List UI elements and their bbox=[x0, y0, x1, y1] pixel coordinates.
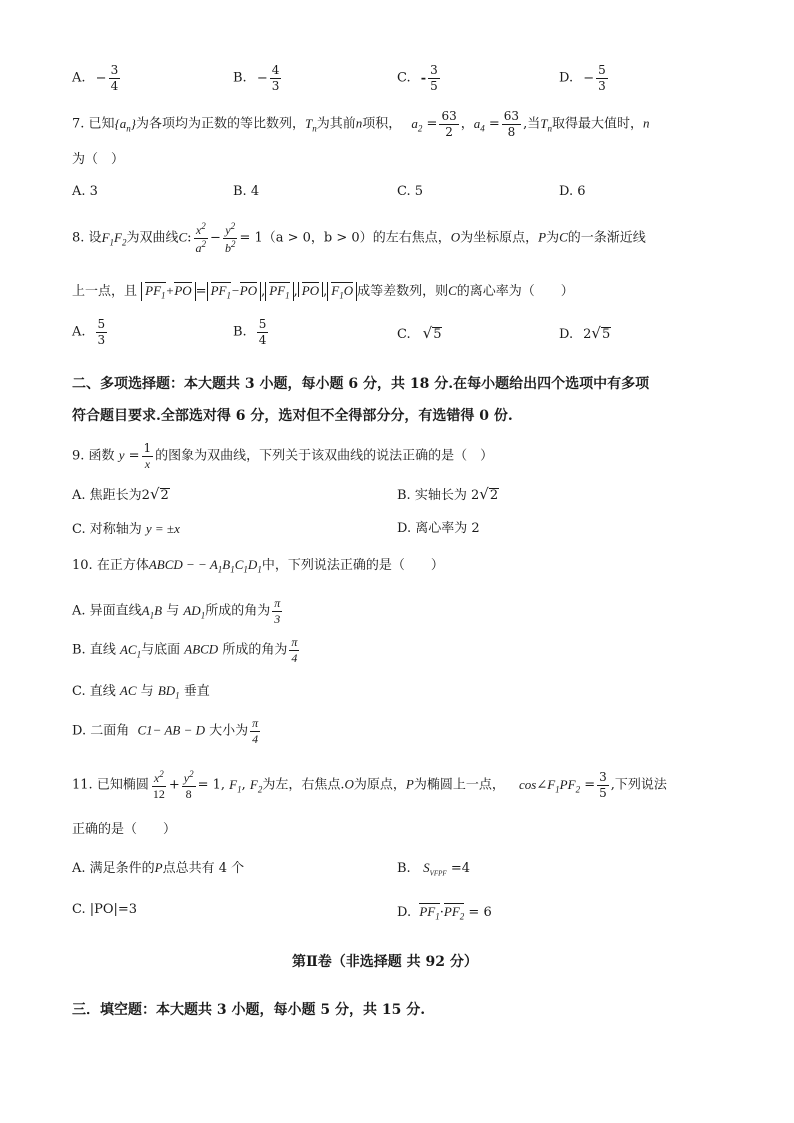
math: $a_2$ bbox=[411, 115, 423, 134]
option-label: B. bbox=[233, 70, 247, 86]
q8-stem bbox=[72, 222, 646, 254]
q9-stem: 9. 函数 y = $\frac{1}{x}$ 的图象为双曲线，下列关于该双曲线的说法正确的是（ ） bbox=[72, 441, 494, 471]
sign: - bbox=[420, 70, 427, 86]
text: 为其前 bbox=[316, 116, 356, 132]
vector-magnitude: $F_1O$ bbox=[327, 282, 357, 301]
vector-magnitude: $PF_1$ bbox=[265, 282, 293, 301]
q6-option-c bbox=[397, 64, 442, 92]
option-label: C. bbox=[397, 70, 411, 86]
q8-option-c: C. √ 5 bbox=[397, 324, 442, 342]
option-label: A. bbox=[72, 70, 86, 86]
q9-option-b: B. 实轴长为 2 √ 2 bbox=[397, 485, 499, 503]
fraction bbox=[270, 64, 282, 92]
text: ， bbox=[460, 116, 474, 132]
text: 为 bbox=[546, 230, 560, 246]
section-3-heading: 三．填空题：本大题共 3 小题，每小题 5 分，共 15 分. bbox=[72, 1002, 426, 1018]
denominator: 3 bbox=[598, 78, 606, 93]
q8-stem-line2: 上一点，且 $PF_1+PO = PF_1-PO$ , $PF_1$ , PO , $F_1O$ 成等差数列，则C的离心率为（ ） bbox=[72, 283, 574, 301]
text: 项积， bbox=[362, 116, 402, 132]
q11-option-d: D. $PF_1\cdot PF_2 = 6$ bbox=[397, 904, 492, 922]
question-number: 9. bbox=[72, 448, 85, 464]
q7-option-b: B. 4 bbox=[233, 184, 260, 199]
vector-magnitude: PO bbox=[298, 282, 323, 297]
q6-option-d bbox=[559, 64, 610, 92]
text: 的左右焦点， bbox=[372, 230, 451, 246]
q7-stem bbox=[72, 110, 649, 138]
sign: − bbox=[256, 70, 268, 86]
math: $T_n$ bbox=[304, 115, 317, 134]
q10-option-b: B. 直线 $AC_1$与底面 ABCD 所成的角为 $\frac{\pi}{4}$ bbox=[72, 635, 298, 665]
q11-option-b: B. $S_{VFPF} =4$ bbox=[397, 860, 471, 878]
math: n bbox=[642, 115, 650, 131]
q11-stem-line2: 正确的是（ ） bbox=[72, 822, 177, 837]
math: $a_4$ bbox=[473, 115, 485, 134]
fraction bbox=[109, 64, 121, 92]
sign: − bbox=[583, 70, 595, 86]
section-2-instructions: 符合题目要求.全部选对得 6 分，选对但不全得部分分，有选错得 0 份. bbox=[72, 408, 513, 424]
math: $\{a_n\}$ bbox=[114, 115, 136, 134]
q10-option-d: D. 二面角 C1− AB − D 大小为 $\frac{\pi}{4}$ bbox=[72, 716, 259, 746]
question-number: 8. bbox=[72, 230, 85, 246]
q10-option-c: C. 直线 AC 与 $BD_1$ 垂直 bbox=[72, 683, 210, 701]
text: 为坐标原点， bbox=[460, 230, 539, 246]
sign: − bbox=[95, 70, 107, 86]
text: （a > 0，b > 0） bbox=[262, 230, 373, 246]
text: 上一点，且 bbox=[72, 284, 138, 299]
fraction bbox=[428, 64, 440, 92]
q6-option-b bbox=[233, 64, 283, 92]
q10-stem: 10. 在正方体ABCD − − $A_1B_1C_1D_1$中，下列说法正确的是（ ） bbox=[72, 557, 444, 575]
q6-option-a bbox=[72, 64, 122, 92]
vector-magnitude: $PF_1-PO$ bbox=[207, 282, 262, 301]
fraction bbox=[596, 64, 608, 92]
q9-option-d: D. 离心率为 2 bbox=[397, 521, 480, 536]
numerator: 3 bbox=[110, 63, 119, 77]
q11-option-a: A. 满足条件的P点总共有 4 个 bbox=[72, 860, 245, 876]
q9-option-c: C. 对称轴为 y = ±x bbox=[72, 521, 180, 537]
question-number: 11. bbox=[72, 777, 93, 793]
q7-option-c: C. 5 bbox=[397, 184, 424, 199]
fraction: $\frac{63}{8}$ bbox=[503, 109, 520, 139]
text: = 1 bbox=[239, 230, 263, 246]
q7-option-a: A. 3 bbox=[72, 184, 98, 199]
text: = bbox=[195, 284, 207, 299]
text: ,当 bbox=[523, 116, 541, 132]
math: n bbox=[355, 115, 363, 131]
text: 设 bbox=[88, 230, 102, 246]
text: = bbox=[426, 116, 438, 132]
q10-option-a: A. 异面直线$A_1B$ 与 $AD_1$所成的角为 $\frac{\pi}{3}$ bbox=[72, 596, 281, 626]
fraction: $\frac{x^2}{a^2}$ bbox=[195, 221, 207, 255]
question-number: 7. bbox=[72, 116, 85, 132]
math: C bbox=[448, 283, 457, 298]
section-2-heading: 二、多项选择题：本大题共 3 小题，每小题 6 分，共 18 分.在每小题给出四个选项中有多项 bbox=[72, 376, 650, 392]
q7-option-d: D. 6 bbox=[559, 184, 586, 199]
question-number: 10. bbox=[72, 558, 93, 573]
option-label: D. bbox=[559, 70, 574, 86]
math: O bbox=[450, 229, 461, 245]
q11-option-c: C. |PO|=3 bbox=[72, 902, 138, 917]
fraction: $\frac{y^2}{b^2}$ bbox=[224, 221, 236, 255]
text: 已知 bbox=[88, 116, 115, 132]
q11-stem: 11. 已知椭圆 $\frac{x^2}{12}$ + $\frac{y^2}{8}$ = 1, $F_1$, $F_2$为左，右焦点.O为原点，P为椭圆上一点， $\cos\angle F_1PF_2$ = $\frac{3}{5}$ ,下列说法 bbox=[72, 769, 667, 801]
text: : bbox=[187, 230, 192, 246]
math: P bbox=[538, 229, 547, 245]
math: $F_1F_2$ bbox=[101, 229, 127, 248]
math: C bbox=[178, 229, 188, 245]
text: 的离心率为（ ） bbox=[456, 284, 574, 299]
q8-option-d: D. 2 √ 5 bbox=[559, 324, 611, 342]
math: $T_n$ bbox=[540, 115, 552, 134]
fraction: $\frac{63}{2}$ bbox=[441, 109, 457, 139]
numerator: 3 bbox=[430, 63, 438, 77]
text: − bbox=[210, 230, 221, 246]
q8-option-b: B. $\frac{5}{4}$ bbox=[233, 317, 267, 347]
text: = bbox=[488, 116, 500, 132]
part-2-title: 第Ⅱ卷（非选择题 共 92 分） bbox=[292, 954, 478, 970]
text: 为双曲线 bbox=[126, 230, 179, 246]
q9-option-a: A. 焦距长为2 √ 2 bbox=[72, 485, 169, 503]
math: C bbox=[559, 229, 568, 245]
text: 为各项均为正数的等比数列， bbox=[135, 116, 305, 132]
text: 成等差数列，则 bbox=[357, 284, 449, 299]
denominator: 5 bbox=[430, 78, 438, 93]
q8-option-a: A. $\frac{5}{3}$ bbox=[72, 317, 106, 347]
q7-stem-line2: 为（ ） bbox=[72, 152, 125, 167]
text: 取得最大值时， bbox=[551, 116, 643, 132]
text: 的图象为双曲线，下列关于该双曲线的说法正确的是（ ） bbox=[155, 448, 494, 464]
text: 函数 bbox=[88, 448, 115, 464]
numerator: 4 bbox=[271, 63, 280, 77]
denominator: 3 bbox=[271, 78, 280, 93]
denominator: 4 bbox=[110, 78, 119, 93]
text: 的一条渐近线 bbox=[567, 230, 646, 246]
vector-magnitude: $PF_1+PO$ bbox=[141, 282, 196, 301]
numerator: 5 bbox=[598, 63, 606, 77]
